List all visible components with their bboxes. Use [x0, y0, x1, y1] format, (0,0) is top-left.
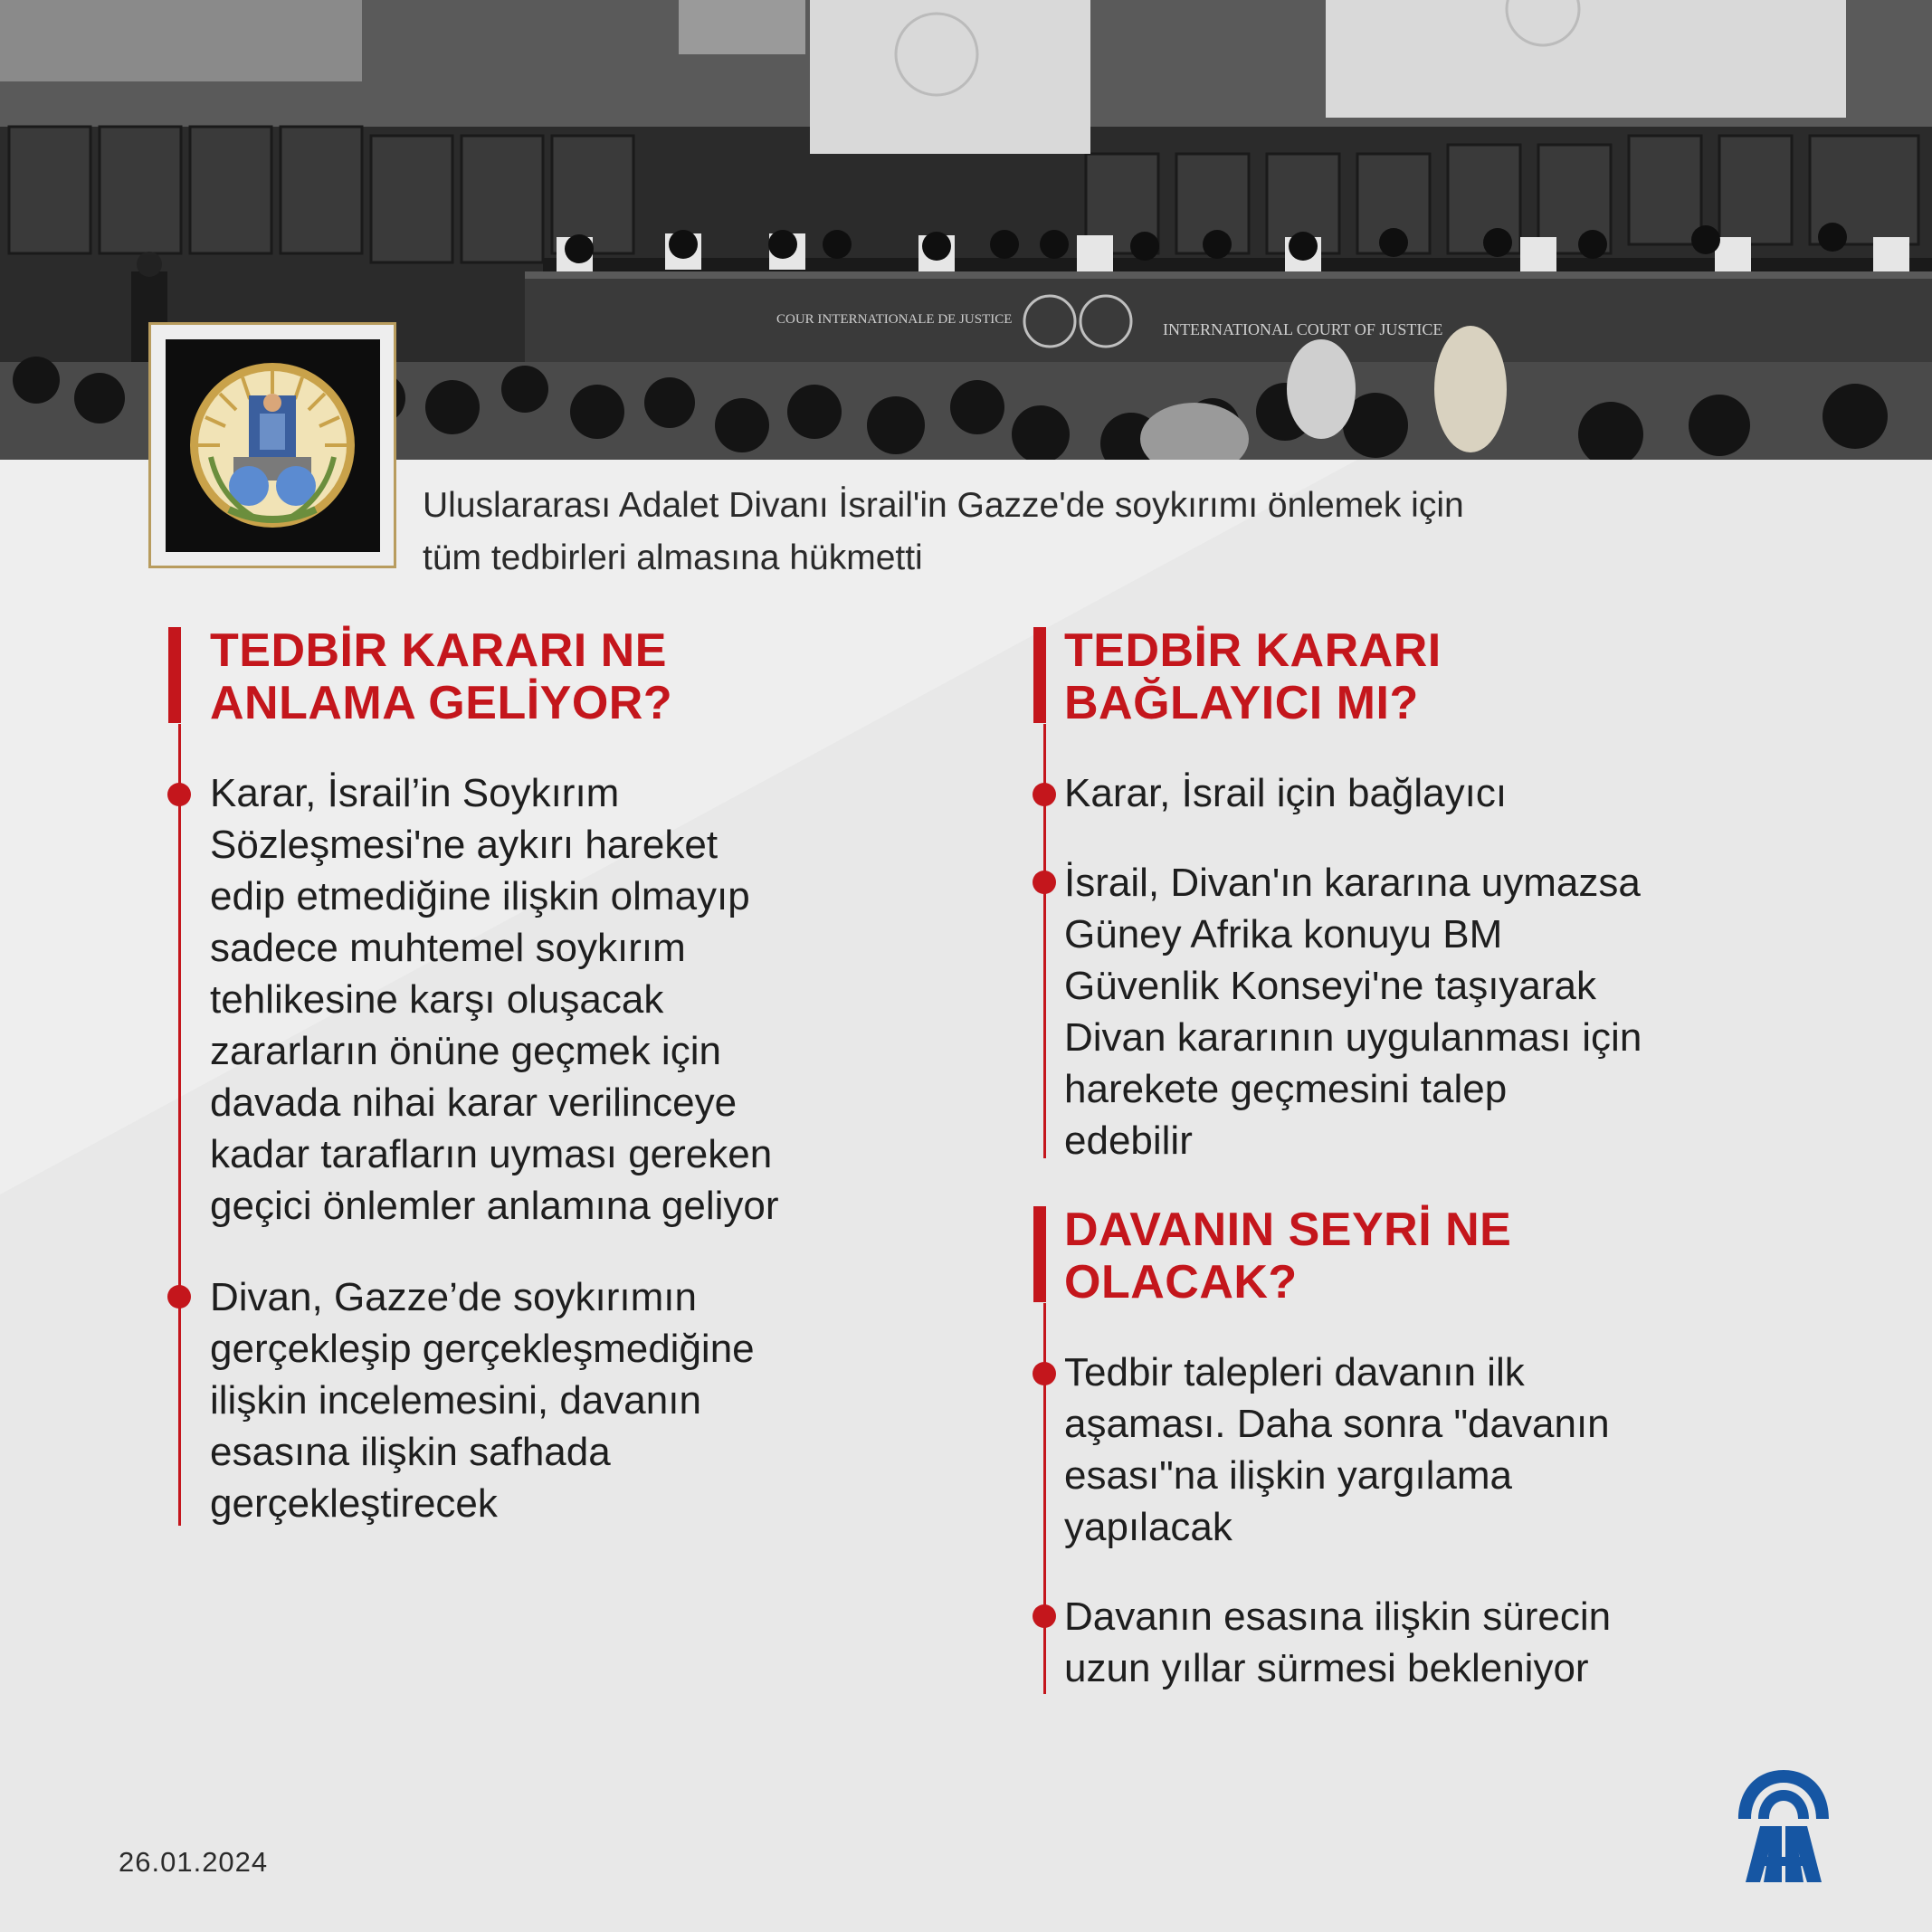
- subtitle-line-2: tüm tedbirleri almasına hükmetti: [423, 538, 923, 577]
- bullet-line: davada nihai karar verilinceye: [210, 1080, 738, 1125]
- bullet-line: uzun yıllar sürmesi bekleniyor: [1064, 1646, 1589, 1690]
- section-right-bottom-heading: [1064, 1204, 1511, 1309]
- bullet-line: kadar tarafların uyması gereken: [210, 1132, 773, 1176]
- publish-date: 26.01.2024: [119, 1846, 269, 1878]
- heading-line: TEDBİR KARARI NE: [210, 624, 667, 677]
- section-right-top-heading: [1064, 624, 1442, 729]
- heading-line: DAVANIN SEYRİ NE: [1064, 1204, 1512, 1256]
- aa-logo-icon: [1733, 1763, 1834, 1889]
- heading-accent-bar: [1033, 1206, 1046, 1302]
- bullet-line: gerçekleştirecek: [210, 1481, 498, 1526]
- heading-accent-bar: [1033, 627, 1046, 723]
- bullet-line: edebilir: [1064, 1118, 1193, 1163]
- bullet-line: harekete geçmesini talep: [1064, 1067, 1508, 1111]
- bullet-text: [1064, 857, 1642, 1166]
- bullet-line: Divan, Gazze’de soykırımın: [210, 1275, 697, 1319]
- bullet-line: ilişkin incelemesini, davanın: [210, 1378, 701, 1423]
- heading-line: BAĞLAYICI MI?: [1064, 677, 1419, 729]
- bullet-line: aşaması. Daha sonra "davanın: [1064, 1402, 1610, 1446]
- bullet-dot: [1033, 871, 1056, 894]
- bullet-dot: [1033, 1362, 1056, 1385]
- subtitle: [423, 480, 1689, 585]
- bullet-text: [1064, 767, 1507, 819]
- subtitle-line-1: Uluslararası Adalet Divanı İsrail'in Gazze'de soykırımı önlemek için: [423, 486, 1464, 525]
- bullet-line: esasına ilişkin safhada: [210, 1430, 611, 1474]
- bullet-line: yapılacak: [1064, 1505, 1232, 1549]
- bullet-line: Güney Afrika konuyu BM: [1064, 912, 1503, 956]
- bullet-line: zararların önüne geçmek için: [210, 1029, 721, 1073]
- bullet-line: tehlikesine karşı oluşacak: [210, 977, 664, 1022]
- bullet-line: Davanın esasına ilişkin sürecin: [1064, 1594, 1612, 1639]
- bullet-line: Güvenlik Konseyi'ne taşıyarak: [1064, 964, 1597, 1008]
- bullet-line: Tedbir talepleri davanın ilk: [1064, 1350, 1525, 1394]
- heading-line: TEDBİR KARARI: [1064, 624, 1442, 677]
- bullet-line: esası"na ilişkin yargılama: [1064, 1453, 1512, 1498]
- timeline-line: [178, 724, 181, 1526]
- court-sign-english: INTERNATIONAL COURT OF JUSTICE: [1163, 320, 1443, 338]
- bullet-line: Sözleşmesi'ne aykırı hareket: [210, 823, 719, 867]
- heading-accent-bar: [168, 627, 181, 723]
- bullet-dot: [1033, 783, 1056, 806]
- bullet-dot: [167, 1285, 191, 1309]
- bullet-line: İsrail, Divan'ın kararına uymazsa: [1064, 861, 1641, 905]
- bullet-dot: [1033, 1604, 1056, 1628]
- court-sign-french: COUR INTERNATIONALE DE JUSTICE: [776, 312, 1013, 327]
- icj-emblem-icon: [166, 339, 380, 552]
- heading-line: OLACAK?: [1064, 1256, 1298, 1309]
- bullet-text: [210, 1271, 755, 1529]
- bullet-dot: [167, 783, 191, 806]
- bullet-line: Divan kararının uygulanması için: [1064, 1015, 1642, 1060]
- bullet-line: geçici önlemler anlamına geliyor: [210, 1184, 779, 1228]
- bullet-line: gerçekleşip gerçekleşmediğine: [210, 1327, 755, 1371]
- heading-line: ANLAMA GELİYOR?: [210, 677, 673, 729]
- bullet-line: Karar, İsrail için bağlayıcı: [1064, 771, 1508, 815]
- bullet-line: sadece muhtemel soykırım: [210, 926, 686, 970]
- section-left-heading: [210, 624, 672, 729]
- bullet-text: [1064, 1347, 1610, 1553]
- bullet-line: edip etmediğine ilişkin olmayıp: [210, 874, 750, 918]
- emblem-box: [166, 339, 380, 552]
- bullet-line: Karar, İsrail’in Soykırım: [210, 771, 620, 815]
- bullet-text: [1064, 1591, 1611, 1694]
- bullet-text: [210, 767, 779, 1232]
